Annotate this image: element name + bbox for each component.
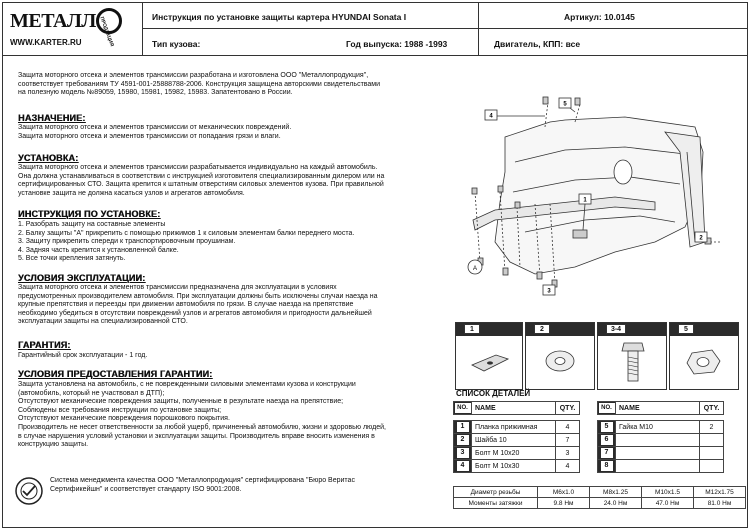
clamp-plate-icon xyxy=(470,347,510,377)
table-row: 2 Шайба 10 7 xyxy=(454,434,580,447)
col-no: NO. xyxy=(454,402,472,415)
callout-label: 2 xyxy=(699,235,703,242)
article-number: Артикул: 10.0145 xyxy=(564,12,635,22)
engine-gearbox: Двигатель, КПП: все xyxy=(494,39,581,49)
callout-label: 1 xyxy=(583,197,587,204)
warranty-heading: ГАРАНТИЯ: xyxy=(18,340,71,350)
table-row: 8 xyxy=(598,460,724,473)
table-row xyxy=(598,402,724,415)
callout-label: 3 xyxy=(547,288,551,295)
table-row: Моменты затяжки 9.8 Нм 24.0 Нм 47.0 Нм 81.0 Нм xyxy=(454,498,746,509)
installation-heading: УСТАНОВКА: xyxy=(18,153,79,163)
col-qty: QTY. xyxy=(556,402,580,415)
purpose-text: Защита моторного отсека и элементов трансмиссии от механических повреждений. Защита моторного отсека и элементов трансмиссии от попадания грязи и влаги. xyxy=(18,124,292,140)
table-row: 6 xyxy=(598,434,724,447)
col-name: NAME xyxy=(472,402,556,415)
warranty-text: Гарантийный срок эксплуатации - 1 год. xyxy=(18,352,148,359)
col-no: NO. xyxy=(598,402,616,415)
nut-icon xyxy=(684,345,724,379)
parts-table-right xyxy=(597,401,724,473)
callout-label: 5 xyxy=(563,101,567,108)
table-row: 5 Гайка М10 2 xyxy=(598,421,724,434)
part-box-1: 1 xyxy=(455,322,523,390)
purpose-heading: НАЗНАЧЕНИЕ: xyxy=(18,113,86,123)
table-row: 1 Планка прижимная 4 xyxy=(454,421,580,434)
washer-icon xyxy=(540,345,580,377)
certification-text: Система менеджмента качества ООО "Металлопродукция" сертифицирована "Бюро Веритас Сертификейшн" и соответствует стандарту ISO 9001:2008. xyxy=(50,477,355,493)
col-qty: QTY. xyxy=(700,402,724,415)
col-name: NAME xyxy=(616,402,700,415)
table-row xyxy=(454,402,580,415)
steps-list: 1. Разобрать защиту на составные элементы 2. Балку защиты "А" прикрепить с помощью прижимов 1 к силовым элементам балки переднего моста. 3. Защиту прикрепить спереди к транспортировочным проушинам. 4. Задняя часть крепится к установленной балке. 5. Все точки крепления затянуть. xyxy=(18,221,355,263)
part-a-label: A xyxy=(472,266,478,272)
part-box-2: 2 xyxy=(525,322,595,390)
installation-diagram xyxy=(455,92,735,307)
certification-seal-icon xyxy=(14,476,44,506)
warranty-terms-heading: УСЛОВИЯ ПРЕДОСТАВЛЕНИЯ ГАРАНТИИ: xyxy=(18,369,213,379)
brand-url: WWW.KARTER.RU xyxy=(10,38,82,47)
table-row: 3 Болт М 10х20 3 xyxy=(454,447,580,460)
model-years: Год выпуска: 1988 -1993 xyxy=(346,39,448,49)
table-row: 7 xyxy=(598,447,724,460)
part-box-3-4: 3-4 xyxy=(597,322,667,390)
brand-name: МЕТАЛЛ xyxy=(10,10,96,32)
brand-logo xyxy=(8,8,136,52)
parts-table-left xyxy=(453,401,580,473)
parts-list-title: СПИСОК ДЕТАЛЕЙ xyxy=(456,389,531,398)
doc-title: Инструкция по установке защиты картера HYUNDAI Sonata I xyxy=(152,12,407,22)
warranty-terms-text: Защита установлена на автомобиль, с не поврежденными силовыми элементами кузова и конструкции (автомобиль, который не участвовал в ДТП); Отсутствуют механические повреждения защиты, полученные в результате наезда на препятствие; Соблюдены все требования инструкции по установке защиты; Отсутствуют механические повреждения порошкового покрытия. Производитель не несет ответственности за любой ущерб, причиненный автомобилю, жизни и здоровью людей, в случае нарушения условий установки и эксплуатации защиты. Производитель вправе вносить изменения в конструкцию защиты. xyxy=(18,381,386,449)
part-box-5: 5 xyxy=(669,322,739,390)
torque-table xyxy=(453,486,746,509)
operation-heading: УСЛОВИЯ ЭКСПЛУАТАЦИИ: xyxy=(18,273,146,283)
intro-text: Защита моторного отсека и элементов трансмиссии разработана и изготовлена ООО "Металлопродукция", соответствует требованиям ТУ 4591-001-25888788-2006. Конструкция защищена авторскими свидетельствами на полезную модель №89059, 15980, 15981, 15982, 15983. Запатентовано в России. xyxy=(18,72,381,97)
steps-heading: ИНСТРУКЦИЯ ПО УСТАНОВКЕ: xyxy=(18,209,161,219)
installation-text: Защита моторного отсека и элементов трансмиссии разрабатывается индивидуально на каждый автомобиль. Она должна устанавливаться в соответствии с инструкцией изготовителя специализированным дилером или на сертифицированных СТО. Защита крепится к штатным отверстиям силовых элементов кузова. При правильной установке защита не должна касаться узлов и агрегатов автомобиля. xyxy=(18,164,385,197)
brand-stamp-text: ПРОДУКЦИЯ xyxy=(98,16,115,48)
table-row: 4 Болт М 10х30 4 xyxy=(454,460,580,473)
table-row: Диаметр резьбы М6х1.0 М8х1.25 М10х1.5 М12х1.75 xyxy=(454,487,746,498)
operation-text: Защита моторного отсека и элементов трансмиссии предназначена для эксплуатации в условиях предусмотренных производителем автомобиля. При эксплуатации должны быть исключены случаи наезда на крупные препятствия и переезды при движении автомобиля по грязи. В случае наезда на препятствие необходимо убедиться в отсутствии повреждений узлов и агрегатов автомобиля и пригодности дальнейшей эксплуатации защиты на специализированной СТО. xyxy=(18,284,378,326)
body-type: Тип кузова: xyxy=(152,39,201,49)
bolt-icon xyxy=(618,339,648,387)
callout-label: 4 xyxy=(489,113,493,120)
header xyxy=(2,2,748,56)
